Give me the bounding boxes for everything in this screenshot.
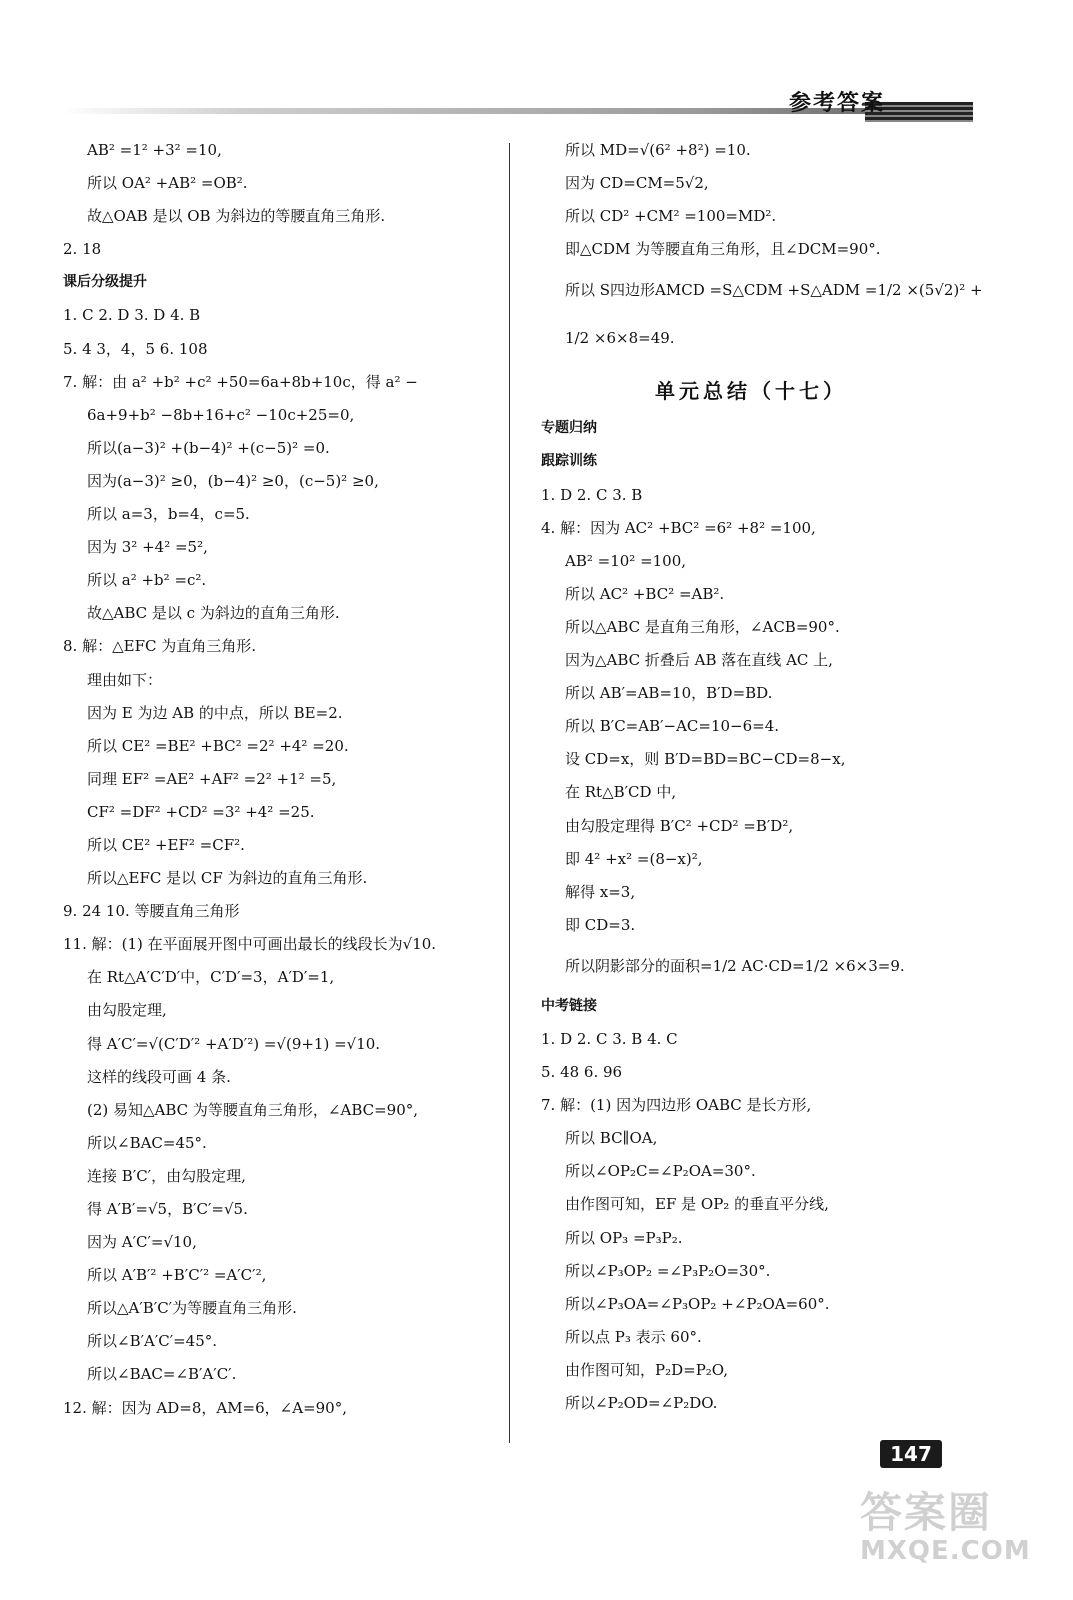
text-line: 所以 S四边形AMCD =S△CDM +S△ADM =1/2 ×(5√2)² + bbox=[565, 281, 983, 300]
text-line: 1. D 2. C 3. B 4. C bbox=[541, 1029, 678, 1048]
text-line: 由勾股定理得 B′C² +CD² =B′D², bbox=[565, 816, 794, 835]
text-line: 11. 解：(1) 在平面展开图中可画出最长的线段长为√10. bbox=[63, 935, 437, 954]
text-line: 得 A′B′=√5，B′C′=√5. bbox=[87, 1200, 248, 1218]
text-line: 所以∠BAC=∠B′A′C′. bbox=[87, 1365, 237, 1384]
text-line: 所以△ABC 是直角三角形，∠ACB=90°. bbox=[565, 617, 840, 636]
text-line: 所以(a−3)² +(b−4)² +(c−5)² =0. bbox=[87, 438, 330, 457]
text-line: 4. 解：因为 AC² +BC² =6² +8² =100, bbox=[541, 518, 816, 537]
text-line: 由作图可知，P₂D=P₂O, bbox=[565, 1360, 728, 1379]
watermark-url: MXQE.COM bbox=[860, 1536, 1031, 1566]
text-line: 得 A′C′=√(C′D′² +A′D′²) =√(9+1) =√10. bbox=[87, 1034, 381, 1053]
text-line: 所以 CE² +EF² =CF². bbox=[87, 835, 245, 854]
text-line: 8. 解：△EFC 为直角三角形. bbox=[63, 637, 256, 656]
text-line: 设 CD=x，则 B′D=BD=BC−CD=8−x, bbox=[565, 750, 846, 769]
text-line: 9. 24 10. 等腰直角三角形 bbox=[63, 902, 240, 921]
text-line: 2. 18 bbox=[63, 240, 102, 259]
text-line: 即 4² +x² =(8−x)², bbox=[565, 849, 703, 868]
text-line: 所以∠P₃OP₂ =∠P₃P₂O=30°. bbox=[565, 1261, 771, 1280]
text-line: AB² =10² =100, bbox=[565, 551, 687, 570]
text-line: 在 Rt△A′C′D′中，C′D′=3，A′D′=1, bbox=[87, 968, 335, 987]
text-line: 所以△A′B′C′为等腰直角三角形. bbox=[87, 1299, 297, 1318]
unit-summary-title: 单元总结（十七） bbox=[655, 379, 847, 404]
watermark bbox=[860, 1480, 1060, 1590]
text-line: 即 CD=3. bbox=[565, 915, 636, 934]
text-line: 所以 a=3，b=4，c=5. bbox=[87, 505, 250, 524]
text-line: 所以 BC∥OA, bbox=[565, 1129, 658, 1148]
text-line: 7. 解：(1) 因为四边形 OABC 是长方形, bbox=[541, 1096, 812, 1115]
text-line: 这样的线段可画 4 条. bbox=[87, 1067, 231, 1086]
page-header-title: 参考答案 bbox=[788, 90, 885, 116]
text-line: 同理 EF² =AE² +AF² =2² +1² =5, bbox=[87, 769, 337, 788]
text-line: 因为 A′C′=√10, bbox=[87, 1233, 197, 1252]
section-heading: 中考链接 bbox=[541, 997, 597, 1014]
text-line: 解得 x=3, bbox=[565, 882, 636, 901]
text-line: 因为 CD=CM=5√2, bbox=[565, 174, 709, 193]
text-line: 5. 4 3，4，5 6. 108 bbox=[63, 339, 208, 358]
text-line: 理由如下： bbox=[87, 670, 163, 689]
right-column bbox=[541, 134, 983, 1420]
text-line: 所以∠BAC=45°. bbox=[87, 1133, 207, 1152]
text-line: 所以 OP₃ =P₃P₂. bbox=[565, 1228, 683, 1247]
text-line: 1/2 ×6×8=49. bbox=[565, 329, 675, 348]
right-column-top bbox=[541, 134, 983, 362]
text-line: 故△ABC 是以 c 为斜边的直角三角形. bbox=[87, 604, 340, 623]
text-line: 因为 E 为边 AB 的中点，所以 BE=2. bbox=[87, 703, 343, 722]
text-line: 所以 CE² =BE² +BC² =2² +4² =20. bbox=[87, 736, 349, 755]
text-line: 在 Rt△B′CD 中, bbox=[565, 783, 677, 802]
section-heading: 专题归纳 bbox=[541, 420, 597, 437]
section-heading: 课后分级提升 bbox=[63, 274, 147, 291]
text-line: AB² =1² +3² =10, bbox=[87, 141, 222, 159]
text-line: 因为 3² +4² =5², bbox=[87, 538, 208, 557]
page-number: 147 bbox=[880, 1440, 942, 1468]
text-line: 所以 CD² +CM² =100=MD². bbox=[565, 207, 777, 226]
left-column bbox=[63, 134, 498, 1425]
text-line: 由勾股定理, bbox=[87, 1001, 167, 1020]
text-line: 即△CDM 为等腰直角三角形，且∠DCM=90°. bbox=[565, 240, 881, 259]
text-line: 所以∠B′A′C′=45°. bbox=[87, 1332, 218, 1351]
text-line: 连接 B′C′，由勾股定理, bbox=[87, 1166, 246, 1185]
right-column-bottom bbox=[541, 412, 961, 1420]
text-line: 所以 B′C=AB′−AC=10−6=4. bbox=[565, 717, 780, 736]
text-line: (2) 易知△ABC 为等腰直角三角形，∠ABC=90°, bbox=[87, 1100, 419, 1119]
text-line: 7. 解：由 a² +b² +c² +50=6a+8b+10c，得 a² − bbox=[63, 372, 418, 391]
text-line: 所以 a² +b² =c². bbox=[87, 571, 207, 590]
watermark-logo: 答案圈 bbox=[860, 1488, 993, 1537]
text-line: 因为△ABC 折叠后 AB 落在直线 AC 上, bbox=[565, 651, 833, 670]
column-divider bbox=[509, 143, 510, 1443]
text-line: 5. 48 6. 96 bbox=[541, 1063, 623, 1082]
text-line: 12. 解：因为 AD=8，AM=6，∠A=90°, bbox=[63, 1398, 347, 1417]
text-line: 1. C 2. D 3. D 4. B bbox=[63, 306, 201, 325]
text-line: 故△OAB 是以 OB 为斜边的等腰直角三角形. bbox=[87, 207, 386, 226]
text-line: CF² =DF² +CD² =3² +4² =25. bbox=[87, 802, 315, 821]
section-heading: 跟踪训练 bbox=[541, 453, 597, 470]
text-line: 所以△EFC 是以 CF 为斜边的直角三角形. bbox=[87, 869, 368, 888]
text-line: 所以点 P₃ 表示 60°. bbox=[565, 1327, 702, 1346]
text-line: 所以 A′B′² +B′C′² =A′C′², bbox=[87, 1266, 267, 1285]
text-line: 所以阴影部分的面积=1/2 AC·CD=1/2 ×6×3=9. bbox=[565, 956, 905, 975]
text-line: 所以 AC² +BC² =AB². bbox=[565, 584, 725, 603]
text-line: 所以∠P₂OD=∠P₂DO. bbox=[565, 1394, 718, 1412]
text-line: 所以 MD=√(6² +8²) =10. bbox=[565, 141, 751, 159]
text-line: 6a+9+b² −8b+16+c² −10c+25=0, bbox=[87, 405, 355, 424]
text-line: 由作图可知，EF 是 OP₂ 的垂直平分线, bbox=[565, 1195, 829, 1214]
text-line: 所以 AB′=AB=10，B′D=BD. bbox=[565, 684, 773, 703]
text-line: 因为(a−3)² ≥0，(b−4)² ≥0，(c−5)² ≥0, bbox=[87, 471, 379, 490]
text-line: 所以∠OP₂C=∠P₂OA=30°. bbox=[565, 1162, 756, 1181]
text-line: 所以 OA² +AB² =OB². bbox=[87, 174, 248, 193]
text-line: 1. D 2. C 3. B bbox=[541, 485, 643, 504]
text-line: 所以∠P₃OA=∠P₃OP₂ +∠P₂OA=60°. bbox=[565, 1294, 830, 1313]
